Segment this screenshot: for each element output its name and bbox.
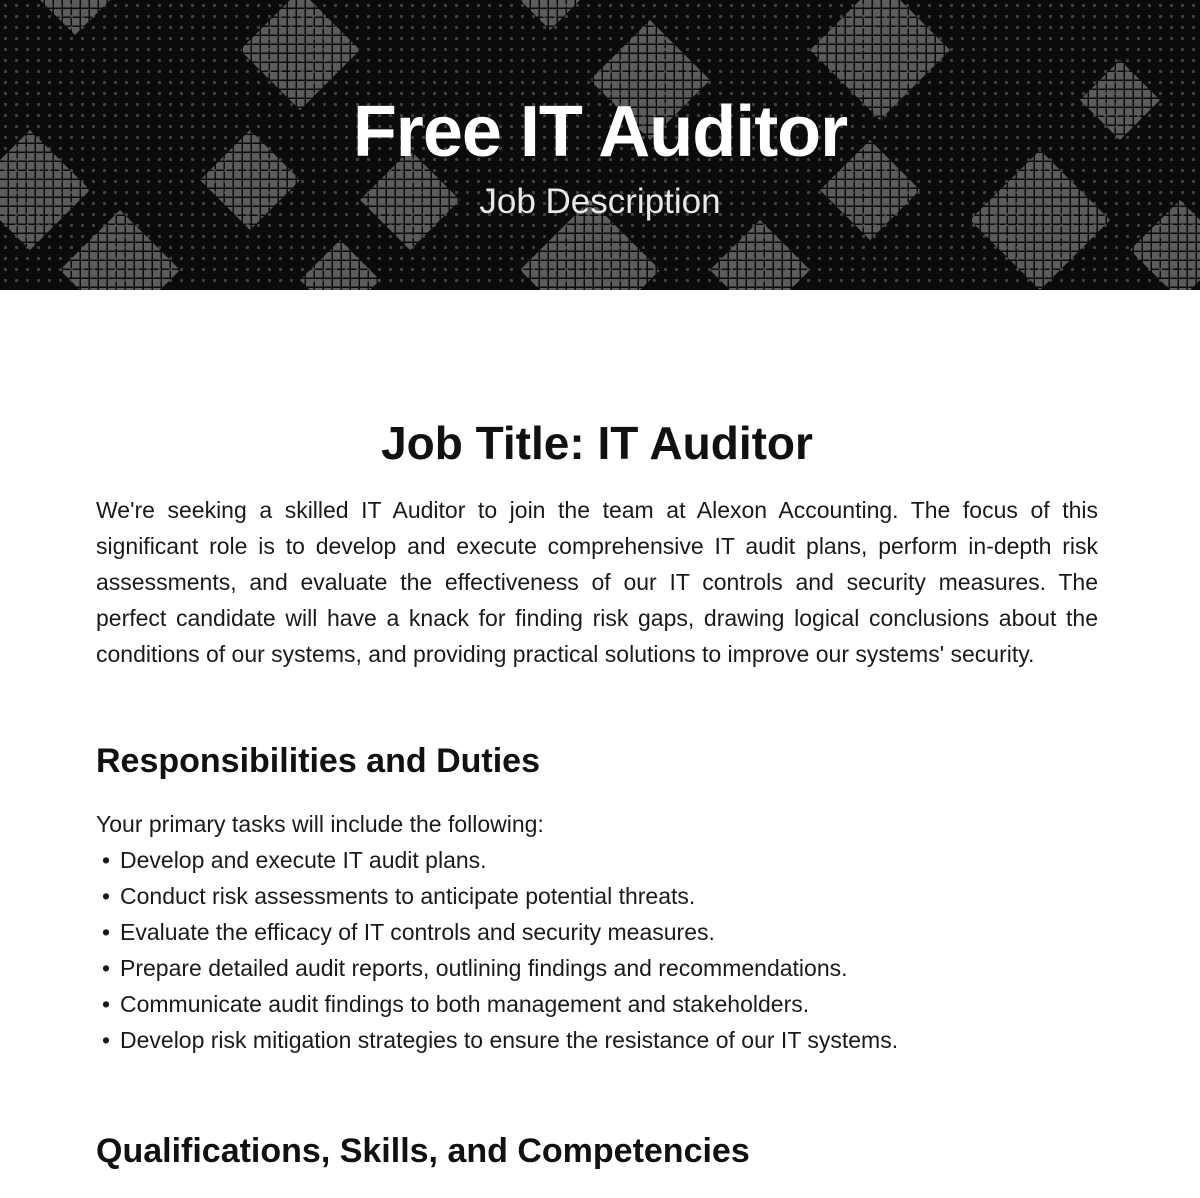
bullet-icon: • — [102, 919, 111, 945]
list-item-text: Develop risk mitigation strategies to ensure the resistance of our IT systems. — [120, 1027, 899, 1053]
list-item — [96, 842, 1098, 878]
list-item-text: Communicate audit findings to both management and stakeholders. — [120, 991, 810, 1017]
duties-list — [96, 842, 1098, 1058]
list-item-text: Prepare detailed audit reports, outlining findings and recommendations. — [120, 955, 848, 981]
bullet-icon: • — [102, 1027, 111, 1053]
bullet-icon: • — [102, 883, 111, 909]
list-item-text: Evaluate the efficacy of IT controls and security measures. — [120, 919, 715, 945]
header-banner — [0, 0, 1200, 290]
list-item — [96, 950, 1098, 986]
list-item-text: Conduct risk assessments to anticipate potential threats. — [120, 883, 696, 909]
banner-title: Free IT Auditor — [352, 92, 848, 172]
responsibilities-lead: Your primary tasks will include the following: — [96, 811, 544, 837]
intro-paragraph: We're seeking a skilled IT Auditor to join the team at Alexon Accounting. The focus of this significant role is to develop and execute comprehensive IT audit plans, perform in-depth risk assessments, and evaluate the effectiveness of our IT controls and security measures. The perfect candidate will have a knack for finding risk gaps, drawing logical conclusions about the conditions of our systems, and providing practical solutions to improve our systems' security. — [96, 497, 1098, 667]
list-item — [96, 878, 1098, 914]
responsibilities-heading: Responsibilities and Duties — [96, 742, 540, 780]
banner-subtitle: Job Description — [479, 182, 721, 221]
job-title: Job Title: IT Auditor — [381, 417, 813, 469]
list-item — [96, 914, 1098, 950]
qualifications-heading: Qualifications, Skills, and Competencies — [96, 1132, 750, 1170]
list-item-text: Develop and execute IT audit plans. — [120, 847, 487, 873]
list-item — [96, 986, 1098, 1022]
document-body — [96, 412, 1098, 1174]
bullet-icon: • — [102, 955, 111, 981]
bullet-icon: • — [102, 847, 111, 873]
bullet-icon: • — [102, 991, 111, 1017]
list-item — [96, 1022, 1098, 1058]
